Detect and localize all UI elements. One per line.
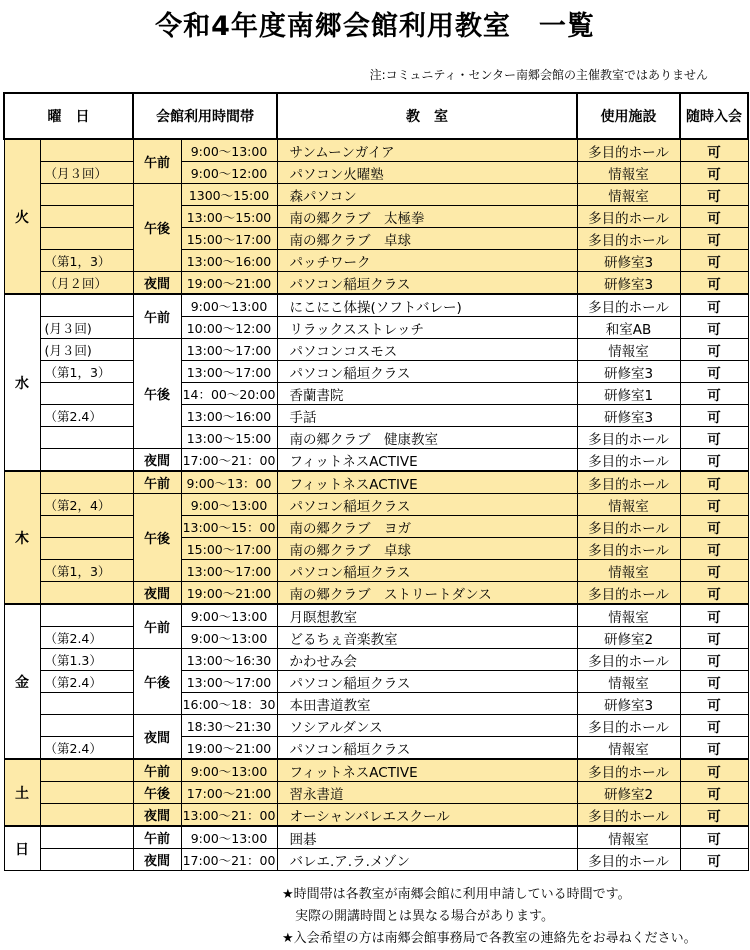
period-cell: 午前 xyxy=(133,139,181,184)
frequency-cell xyxy=(40,849,133,871)
join-cell: 可 xyxy=(680,206,748,228)
header-day: 曜 日 xyxy=(4,93,133,139)
table-row xyxy=(4,206,748,228)
facility-cell: 情報室 xyxy=(577,162,680,184)
time-cell: 16:00～18：30 xyxy=(181,693,277,715)
facility-cell: 研修室1 xyxy=(577,383,680,405)
facility-cell: 多目的ホール xyxy=(577,228,680,250)
class-name-cell: 南の郷クラブ 健康教室 xyxy=(277,427,577,449)
time-cell: 13:00～16:00 xyxy=(181,250,277,272)
frequency-cell: （月３回） xyxy=(40,162,133,184)
table-row xyxy=(4,693,748,715)
join-cell: 可 xyxy=(680,826,748,849)
class-name-cell: フィットネスACTIVE xyxy=(277,449,577,472)
class-name-cell: 囲碁 xyxy=(277,826,577,849)
join-cell: 可 xyxy=(680,449,748,472)
frequency-cell: （第1.3） xyxy=(40,649,133,671)
table-row xyxy=(4,627,748,649)
class-name-cell: 習永書道 xyxy=(277,782,577,804)
class-name-cell: パソコン火曜塾 xyxy=(277,162,577,184)
footnote: 実際の開講時間とは異なる場合があります。 xyxy=(282,909,554,924)
class-name-cell: かわせみ会 xyxy=(277,649,577,671)
table-row xyxy=(4,604,748,627)
table-row xyxy=(4,471,748,494)
footnote: ★時間帯は各教室が南郷会館に利用申請している時間です。 xyxy=(282,887,631,902)
frequency-cell: （月２回） xyxy=(40,272,133,295)
class-name-cell: パソコン稲垣クラス xyxy=(277,272,577,295)
schedule-body xyxy=(4,139,748,871)
frequency-cell: （第2.4） xyxy=(40,737,133,760)
table-row xyxy=(4,139,748,162)
table-row xyxy=(4,228,748,250)
table-row xyxy=(4,383,748,405)
frequency-cell xyxy=(40,471,133,494)
join-cell: 可 xyxy=(680,782,748,804)
join-cell: 可 xyxy=(680,228,748,250)
time-cell: 13:00～17:00 xyxy=(181,339,277,361)
time-cell: 13:00～21：00 xyxy=(181,804,277,827)
frequency-cell xyxy=(40,449,133,472)
join-cell: 可 xyxy=(680,471,748,494)
time-cell: 15:00～17:00 xyxy=(181,228,277,250)
page-title: 令和4年度南郷会館利用教室 一覧 xyxy=(155,11,595,42)
join-cell: 可 xyxy=(680,715,748,737)
table-row xyxy=(4,405,748,427)
facility-cell: 多目的ホール xyxy=(577,294,680,317)
frequency-cell: （第1，3） xyxy=(40,250,133,272)
period-cell: 夜間 xyxy=(133,449,181,472)
time-cell: 13:00～15:00 xyxy=(181,206,277,228)
class-name-cell: 香蘭書院 xyxy=(277,383,577,405)
table-row xyxy=(4,361,748,383)
time-cell: 13:00～16:00 xyxy=(181,405,277,427)
join-cell: 可 xyxy=(680,627,748,649)
frequency-cell: （第2.4） xyxy=(40,405,133,427)
frequency-cell xyxy=(40,582,133,605)
facility-cell: 情報室 xyxy=(577,671,680,693)
time-cell: 13:00～17:00 xyxy=(181,361,277,383)
facility-cell: 情報室 xyxy=(577,184,680,206)
time-cell: 9:00～12:00 xyxy=(181,162,277,184)
frequency-cell xyxy=(40,516,133,538)
time-cell: 17:00～21:00 xyxy=(181,782,277,804)
class-name-cell: 南の郷クラブ ヨガ xyxy=(277,516,577,538)
table-row xyxy=(4,782,748,804)
join-cell: 可 xyxy=(680,383,748,405)
period-cell: 午前 xyxy=(133,759,181,782)
join-cell: 可 xyxy=(680,849,748,871)
facility-cell: 多目的ホール xyxy=(577,471,680,494)
frequency-cell: （第2.4） xyxy=(40,671,133,693)
table-row xyxy=(4,250,748,272)
time-cell: 18:30～21:30 xyxy=(181,715,277,737)
join-cell: 可 xyxy=(680,516,748,538)
frequency-cell xyxy=(40,228,133,250)
period-cell: 午前 xyxy=(133,294,181,339)
class-name-cell: パソコン稲垣クラス xyxy=(277,671,577,693)
frequency-cell xyxy=(40,427,133,449)
class-name-cell: パソコン稲垣クラス xyxy=(277,560,577,582)
join-cell: 可 xyxy=(680,184,748,206)
time-cell: 17:00～21：00 xyxy=(181,449,277,472)
period-cell: 夜間 xyxy=(133,804,181,827)
frequency-cell xyxy=(40,715,133,737)
footnotes xyxy=(282,884,697,950)
header-class: 教 室 xyxy=(277,93,577,139)
join-cell: 可 xyxy=(680,427,748,449)
facility-cell: 情報室 xyxy=(577,604,680,627)
join-cell: 可 xyxy=(680,649,748,671)
frequency-cell xyxy=(40,206,133,228)
facility-cell: 多目的ホール xyxy=(577,849,680,871)
table-row xyxy=(4,427,748,449)
join-cell: 可 xyxy=(680,538,748,560)
day-cell: 水 xyxy=(4,294,40,471)
frequency-cell xyxy=(40,538,133,560)
header-join: 随時入会 xyxy=(680,93,748,139)
facility-cell: 多目的ホール xyxy=(577,139,680,162)
class-name-cell: サンムーンガイア xyxy=(277,139,577,162)
class-name-cell: バレエ.ア.ラ.メゾン xyxy=(277,849,577,871)
join-cell: 可 xyxy=(680,405,748,427)
class-name-cell: 月瞑想教室 xyxy=(277,604,577,627)
facility-cell: 多目的ホール xyxy=(577,427,680,449)
join-cell: 可 xyxy=(680,162,748,184)
class-name-cell: 南の郷クラブ 卓球 xyxy=(277,228,577,250)
period-cell: 午後 xyxy=(133,782,181,804)
facility-cell: 研修室2 xyxy=(577,782,680,804)
schedule-table xyxy=(3,92,749,871)
time-cell: 9:00～13:00 xyxy=(181,604,277,627)
class-name-cell: ソシアルダンス xyxy=(277,715,577,737)
table-row xyxy=(4,162,748,184)
join-cell: 可 xyxy=(680,139,748,162)
frequency-cell: (月３回) xyxy=(40,339,133,361)
frequency-cell xyxy=(40,782,133,804)
time-cell: 13:00～17:00 xyxy=(181,560,277,582)
period-cell: 夜間 xyxy=(133,715,181,760)
day-cell: 木 xyxy=(4,471,40,604)
facility-cell: 情報室 xyxy=(577,826,680,849)
table-row xyxy=(4,849,748,871)
facility-cell: 多目的ホール xyxy=(577,538,680,560)
class-name-cell: 南の郷クラブ 卓球 xyxy=(277,538,577,560)
join-cell: 可 xyxy=(680,339,748,361)
time-cell: 19:00～21:00 xyxy=(181,272,277,295)
frequency-cell: （第2.4） xyxy=(40,627,133,649)
table-row xyxy=(4,516,748,538)
facility-cell: 情報室 xyxy=(577,737,680,760)
facility-cell: 研修室3 xyxy=(577,361,680,383)
facility-cell: 研修室3 xyxy=(577,272,680,295)
facility-cell: 多目的ホール xyxy=(577,759,680,782)
join-cell: 可 xyxy=(680,693,748,715)
time-cell: 9:00～13:00 xyxy=(181,759,277,782)
table-row xyxy=(4,582,748,605)
facility-cell: 研修室3 xyxy=(577,693,680,715)
footnote: ★入会希望の方は南郷会館事務局で各教室の連絡先をお尋ねください。 xyxy=(282,931,697,946)
period-cell: 夜間 xyxy=(133,582,181,605)
period-cell: 午後 xyxy=(133,184,181,272)
frequency-cell xyxy=(40,184,133,206)
join-cell: 可 xyxy=(680,317,748,339)
facility-cell: 多目的ホール xyxy=(577,804,680,827)
time-cell: 13:00～15：00 xyxy=(181,516,277,538)
join-cell: 可 xyxy=(680,582,748,605)
facility-cell: 情報室 xyxy=(577,494,680,516)
facility-cell: 多目的ホール xyxy=(577,449,680,472)
time-cell: 10:00～12:00 xyxy=(181,317,277,339)
time-cell: 9:00～13：00 xyxy=(181,471,277,494)
table-row xyxy=(4,339,748,361)
frequency-cell: （第2，4） xyxy=(40,494,133,516)
facility-cell: 研修室3 xyxy=(577,250,680,272)
class-name-cell: パソコン稲垣クラス xyxy=(277,361,577,383)
table-header-row xyxy=(4,93,748,139)
period-cell: 夜間 xyxy=(133,272,181,295)
class-name-cell: 森パソコン xyxy=(277,184,577,206)
join-cell: 可 xyxy=(680,560,748,582)
frequency-cell: （第1，3） xyxy=(40,560,133,582)
class-name-cell: フィットネスACTIVE xyxy=(277,471,577,494)
join-cell: 可 xyxy=(680,294,748,317)
table-row xyxy=(4,715,748,737)
class-name-cell: 本田書道教室 xyxy=(277,693,577,715)
join-cell: 可 xyxy=(680,671,748,693)
facility-cell: 情報室 xyxy=(577,560,680,582)
day-cell: 金 xyxy=(4,604,40,759)
table-row xyxy=(4,560,748,582)
time-cell: 9:00～13:00 xyxy=(181,294,277,317)
table-row xyxy=(4,272,748,295)
class-name-cell: パソコン稲垣クラス xyxy=(277,494,577,516)
period-cell: 午後 xyxy=(133,649,181,715)
time-cell: 14：00～20:00 xyxy=(181,383,277,405)
facility-cell: 研修室3 xyxy=(577,405,680,427)
table-row xyxy=(4,294,748,317)
frequency-cell xyxy=(40,693,133,715)
class-name-cell: パソコンコスモス xyxy=(277,339,577,361)
facility-cell: 多目的ホール xyxy=(577,715,680,737)
table-row xyxy=(4,804,748,827)
day-cell: 火 xyxy=(4,139,40,294)
period-cell: 午前 xyxy=(133,604,181,649)
time-cell: 15:00～17:00 xyxy=(181,538,277,560)
time-cell: 9:00～13:00 xyxy=(181,826,277,849)
day-cell: 日 xyxy=(4,826,40,871)
table-row xyxy=(4,826,748,849)
class-name-cell: にこにこ体操(ソフトバレー) xyxy=(277,294,577,317)
table-row xyxy=(4,737,748,760)
table-row xyxy=(4,494,748,516)
facility-cell: 和室AB xyxy=(577,317,680,339)
period-cell: 午前 xyxy=(133,471,181,494)
class-name-cell: 手話 xyxy=(277,405,577,427)
join-cell: 可 xyxy=(680,759,748,782)
class-name-cell: フィットネスACTIVE xyxy=(277,759,577,782)
day-cell: 土 xyxy=(4,759,40,826)
time-cell: 19:00～21:00 xyxy=(181,582,277,605)
join-cell: 可 xyxy=(680,272,748,295)
class-name-cell: オーシャンバレエスクール xyxy=(277,804,577,827)
table-row xyxy=(4,649,748,671)
facility-cell: 情報室 xyxy=(577,339,680,361)
time-cell: 9:00～13:00 xyxy=(181,627,277,649)
time-cell: 19:00～21:00 xyxy=(181,737,277,760)
table-row xyxy=(4,538,748,560)
class-name-cell: 南の郷クラブ ストリートダンス xyxy=(277,582,577,605)
period-cell: 夜間 xyxy=(133,849,181,871)
frequency-cell xyxy=(40,604,133,627)
time-cell: 9:00～13:00 xyxy=(181,139,277,162)
period-cell: 午後 xyxy=(133,339,181,449)
table-row xyxy=(4,184,748,206)
time-cell: 13:00～16:30 xyxy=(181,649,277,671)
time-cell: 13:00～17:00 xyxy=(181,671,277,693)
time-cell: 17:00～21：00 xyxy=(181,849,277,871)
class-name-cell: リラックスストレッチ xyxy=(277,317,577,339)
join-cell: 可 xyxy=(680,804,748,827)
class-name-cell: どるちぇ音楽教室 xyxy=(277,627,577,649)
class-name-cell: パッチワーク xyxy=(277,250,577,272)
join-cell: 可 xyxy=(680,361,748,383)
frequency-cell xyxy=(40,383,133,405)
header-facility: 使用施設 xyxy=(577,93,680,139)
frequency-cell: (月３回) xyxy=(40,317,133,339)
table-row xyxy=(4,317,748,339)
period-cell: 午前 xyxy=(133,826,181,849)
frequency-cell xyxy=(40,139,133,162)
frequency-cell: （第1，3） xyxy=(40,361,133,383)
facility-cell: 多目的ホール xyxy=(577,649,680,671)
facility-cell: 多目的ホール xyxy=(577,516,680,538)
class-name-cell: パソコン稲垣クラス xyxy=(277,737,577,760)
table-row xyxy=(4,449,748,472)
frequency-cell xyxy=(40,759,133,782)
facility-cell: 多目的ホール xyxy=(577,582,680,605)
class-name-cell: 南の郷クラブ 太極拳 xyxy=(277,206,577,228)
table-row xyxy=(4,759,748,782)
header-time: 会館利用時間帯 xyxy=(133,93,277,139)
join-cell: 可 xyxy=(680,737,748,760)
join-cell: 可 xyxy=(680,604,748,627)
facility-cell: 多目的ホール xyxy=(577,206,680,228)
time-cell: 1300～15:00 xyxy=(181,184,277,206)
facility-cell: 研修室2 xyxy=(577,627,680,649)
frequency-cell xyxy=(40,804,133,827)
period-cell: 午後 xyxy=(133,494,181,582)
frequency-cell xyxy=(40,294,133,317)
join-cell: 可 xyxy=(680,250,748,272)
time-cell: 13:00～15:00 xyxy=(181,427,277,449)
table-row xyxy=(4,671,748,693)
disclaimer-note: 注:コミュニティ・センター南郷会館の主催教室ではありません xyxy=(369,68,708,82)
time-cell: 9:00～13:00 xyxy=(181,494,277,516)
frequency-cell xyxy=(40,826,133,849)
join-cell: 可 xyxy=(680,494,748,516)
